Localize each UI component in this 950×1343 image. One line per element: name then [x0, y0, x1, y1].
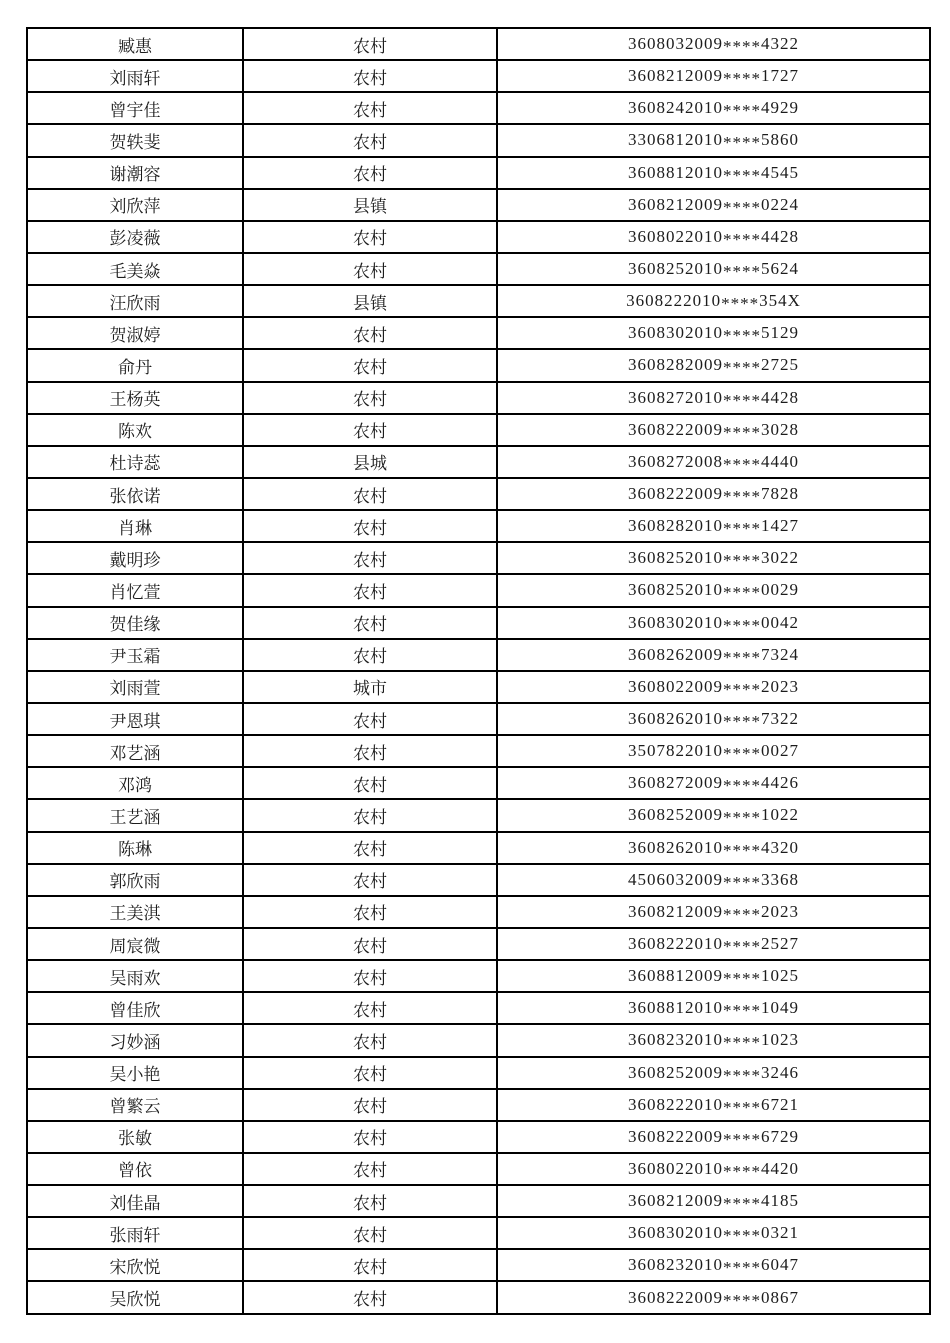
cell-type: 农村 [243, 1249, 497, 1281]
table-row [27, 1281, 930, 1314]
cell-name: 谢潮容 [27, 157, 243, 189]
cell-name: 曾繁云 [27, 1089, 243, 1121]
masked-digits: **** [723, 583, 761, 603]
cell-type: 农村 [243, 799, 497, 831]
cell-name: 杜诗蕊 [27, 446, 243, 478]
table-row [27, 767, 930, 799]
table-row [27, 864, 930, 896]
cell-id: 3608022010****4428 [497, 221, 930, 253]
cell-id: 3608222010****2527 [497, 928, 930, 960]
cell-id: 3608262009****7324 [497, 639, 930, 671]
cell-type: 农村 [243, 574, 497, 606]
cell-id: 3608222009****0867 [497, 1281, 930, 1314]
masked-digits: **** [723, 262, 761, 282]
masked-digits: **** [723, 1194, 761, 1214]
table-row [27, 414, 930, 446]
table-row [27, 607, 930, 639]
masked-digits: **** [723, 776, 761, 796]
cell-id: 3608232010****6047 [497, 1249, 930, 1281]
masked-digits: **** [723, 647, 761, 667]
cell-id: 3608032009****4322 [497, 28, 930, 60]
cell-name: 尹恩琪 [27, 703, 243, 735]
cell-name: 曾佳欣 [27, 992, 243, 1024]
cell-type: 城市 [243, 671, 497, 703]
cell-name: 贺佳缘 [27, 607, 243, 639]
table-row [27, 28, 930, 60]
cell-id: 3507822010****0027 [497, 735, 930, 767]
table-row [27, 896, 930, 928]
cell-id: 3608252010****0029 [497, 574, 930, 606]
masked-digits: **** [721, 294, 760, 314]
masked-digits: **** [723, 1033, 761, 1053]
table-row [27, 60, 930, 92]
cell-id: 3608222009****3028 [497, 414, 930, 446]
table-body [27, 28, 930, 1314]
cell-type: 农村 [243, 1089, 497, 1121]
cell-name: 陈欢 [27, 414, 243, 446]
cell-name: 陈琳 [27, 832, 243, 864]
cell-type: 农村 [243, 864, 497, 896]
cell-name: 彭凌薇 [27, 221, 243, 253]
masked-digits: **** [723, 904, 761, 924]
table-row [27, 510, 930, 542]
masked-digits: **** [723, 326, 761, 346]
masked-digits: **** [723, 1226, 761, 1246]
cell-type: 农村 [243, 92, 497, 124]
masked-digits: **** [723, 679, 761, 699]
cell-id: 3608222010****6721 [497, 1089, 930, 1121]
table-row [27, 478, 930, 510]
cell-type: 农村 [243, 542, 497, 574]
cell-type: 农村 [243, 1217, 497, 1249]
cell-name: 吴雨欢 [27, 960, 243, 992]
cell-name: 王美淇 [27, 896, 243, 928]
cell-type: 农村 [243, 414, 497, 446]
masked-digits: **** [723, 1258, 761, 1278]
cell-name: 刘雨轩 [27, 60, 243, 92]
masked-digits: **** [723, 872, 761, 892]
cell-id: 3608212009****4185 [497, 1185, 930, 1217]
cell-name: 尹玉霜 [27, 639, 243, 671]
cell-name: 吴小艳 [27, 1057, 243, 1089]
cell-name: 张敏 [27, 1121, 243, 1153]
cell-name: 张雨轩 [27, 1217, 243, 1249]
cell-type: 农村 [243, 510, 497, 542]
table-row [27, 832, 930, 864]
cell-type: 农村 [243, 221, 497, 253]
masked-digits: **** [723, 1129, 761, 1149]
cell-id: 3608282010****1427 [497, 510, 930, 542]
table-row [27, 928, 930, 960]
cell-type: 农村 [243, 349, 497, 381]
table-row [27, 382, 930, 414]
cell-id: 3608302010****0042 [497, 607, 930, 639]
masked-digits: **** [723, 615, 761, 635]
cell-type: 农村 [243, 157, 497, 189]
masked-digits: **** [723, 808, 761, 828]
cell-id: 3608212009****0224 [497, 189, 930, 221]
table-row [27, 799, 930, 831]
cell-type: 农村 [243, 253, 497, 285]
table-row [27, 1057, 930, 1089]
masked-digits: **** [723, 101, 761, 121]
cell-id: 3608272010****4428 [497, 382, 930, 414]
cell-id: 3608812010****4545 [497, 157, 930, 189]
cell-id: 3608222009****7828 [497, 478, 930, 510]
cell-id: 3608302010****5129 [497, 317, 930, 349]
table-row [27, 992, 930, 1024]
cell-id: 3608812010****1049 [497, 992, 930, 1024]
cell-name: 肖琳 [27, 510, 243, 542]
table-row [27, 1121, 930, 1153]
table-row [27, 1153, 930, 1185]
cell-name: 邓鸿 [27, 767, 243, 799]
cell-id: 3608262010****4320 [497, 832, 930, 864]
cell-id: 3608252010****5624 [497, 253, 930, 285]
masked-digits: **** [723, 712, 761, 732]
cell-id: 3608252009****3246 [497, 1057, 930, 1089]
cell-name: 汪欣雨 [27, 285, 243, 317]
cell-name: 贺轶斐 [27, 124, 243, 156]
cell-type: 农村 [243, 478, 497, 510]
masked-digits: **** [723, 358, 761, 378]
table-row [27, 317, 930, 349]
cell-type: 县镇 [243, 189, 497, 221]
cell-id: 3608022010****4420 [497, 1153, 930, 1185]
masked-digits: **** [723, 133, 761, 153]
cell-id: 3608222009****6729 [497, 1121, 930, 1153]
cell-name: 刘欣萍 [27, 189, 243, 221]
cell-id: 3608262010****7322 [497, 703, 930, 735]
cell-type: 农村 [243, 832, 497, 864]
table-row [27, 1185, 930, 1217]
table-row [27, 446, 930, 478]
cell-name: 刘佳晶 [27, 1185, 243, 1217]
table-row [27, 285, 930, 317]
table-row [27, 574, 930, 606]
table-row [27, 735, 930, 767]
cell-type: 县城 [243, 446, 497, 478]
masked-digits: **** [723, 165, 761, 185]
table-row [27, 189, 930, 221]
masked-digits: **** [723, 229, 761, 249]
table-row [27, 92, 930, 124]
cell-name: 周宸微 [27, 928, 243, 960]
cell-name: 邓艺涵 [27, 735, 243, 767]
masked-digits: **** [723, 744, 761, 764]
cell-name: 毛美焱 [27, 253, 243, 285]
table-row [27, 960, 930, 992]
cell-id: 4506032009****3368 [497, 864, 930, 896]
masked-digits: **** [723, 422, 761, 442]
table-row [27, 703, 930, 735]
masked-digits: **** [723, 1001, 761, 1021]
table-row [27, 253, 930, 285]
cell-type: 农村 [243, 317, 497, 349]
cell-id: 3608212009****2023 [497, 896, 930, 928]
cell-id: 3608252010****3022 [497, 542, 930, 574]
cell-type: 农村 [243, 1185, 497, 1217]
masked-digits: **** [723, 37, 761, 57]
cell-name: 刘雨萱 [27, 671, 243, 703]
cell-type: 农村 [243, 767, 497, 799]
table-row [27, 671, 930, 703]
cell-name: 郭欣雨 [27, 864, 243, 896]
cell-name: 曾依 [27, 1153, 243, 1185]
cell-name: 臧惠 [27, 28, 243, 60]
cell-type: 农村 [243, 124, 497, 156]
table-row [27, 1089, 930, 1121]
table-row [27, 1024, 930, 1056]
cell-id: 3608252009****1022 [497, 799, 930, 831]
cell-type: 农村 [243, 607, 497, 639]
masked-digits: **** [723, 197, 761, 217]
masked-digits: **** [723, 487, 761, 507]
cell-id: 3608302010****0321 [497, 1217, 930, 1249]
student-info-table [26, 27, 931, 1315]
masked-digits: **** [723, 454, 761, 474]
masked-digits: **** [723, 1290, 761, 1310]
cell-name: 王艺涵 [27, 799, 243, 831]
cell-type: 农村 [243, 992, 497, 1024]
cell-type: 农村 [243, 703, 497, 735]
cell-name: 俞丹 [27, 349, 243, 381]
masked-digits: **** [723, 390, 761, 410]
cell-name: 王杨英 [27, 382, 243, 414]
table-row [27, 157, 930, 189]
cell-type: 农村 [243, 382, 497, 414]
cell-name: 宋欣悦 [27, 1249, 243, 1281]
cell-type: 农村 [243, 1153, 497, 1185]
table-row [27, 349, 930, 381]
masked-digits: **** [723, 551, 761, 571]
cell-type: 农村 [243, 960, 497, 992]
cell-type: 农村 [243, 60, 497, 92]
cell-id: 3608222010****354X [497, 285, 930, 317]
masked-digits: **** [723, 840, 761, 860]
cell-id: 3608812009****1025 [497, 960, 930, 992]
cell-type: 农村 [243, 896, 497, 928]
table-row [27, 639, 930, 671]
cell-type: 农村 [243, 639, 497, 671]
table-row [27, 221, 930, 253]
table-row [27, 124, 930, 156]
cell-type: 农村 [243, 735, 497, 767]
cell-type: 农村 [243, 928, 497, 960]
masked-digits: **** [723, 1161, 761, 1181]
masked-digits: **** [723, 519, 761, 539]
cell-type: 农村 [243, 1281, 497, 1314]
table-row [27, 1249, 930, 1281]
cell-name: 戴明珍 [27, 542, 243, 574]
cell-name: 肖忆萱 [27, 574, 243, 606]
cell-id: 3608242010****4929 [497, 92, 930, 124]
cell-name: 贺淑婷 [27, 317, 243, 349]
cell-name: 吴欣悦 [27, 1281, 243, 1314]
masked-digits: **** [723, 937, 761, 956]
cell-id: 3608282009****2725 [497, 349, 930, 381]
cell-name: 张依诺 [27, 478, 243, 510]
cell-id: 3608212009****1727 [497, 60, 930, 92]
cell-id: 3608022009****2023 [497, 671, 930, 703]
cell-type: 县镇 [243, 285, 497, 317]
cell-name: 习妙涵 [27, 1024, 243, 1056]
masked-digits: **** [723, 969, 761, 989]
table-row [27, 1217, 930, 1249]
cell-id: 3306812010****5860 [497, 124, 930, 156]
masked-digits: **** [723, 69, 761, 89]
cell-id: 3608272008****4440 [497, 446, 930, 478]
masked-digits: **** [723, 1097, 761, 1117]
cell-type: 农村 [243, 1024, 497, 1056]
cell-id: 3608272009****4426 [497, 767, 930, 799]
cell-id: 3608232010****1023 [497, 1024, 930, 1056]
cell-type: 农村 [243, 28, 497, 60]
cell-type: 农村 [243, 1057, 497, 1089]
cell-type: 农村 [243, 1121, 497, 1153]
cell-name: 曾宇佳 [27, 92, 243, 124]
masked-digits: **** [723, 1065, 761, 1085]
table-row [27, 542, 930, 574]
